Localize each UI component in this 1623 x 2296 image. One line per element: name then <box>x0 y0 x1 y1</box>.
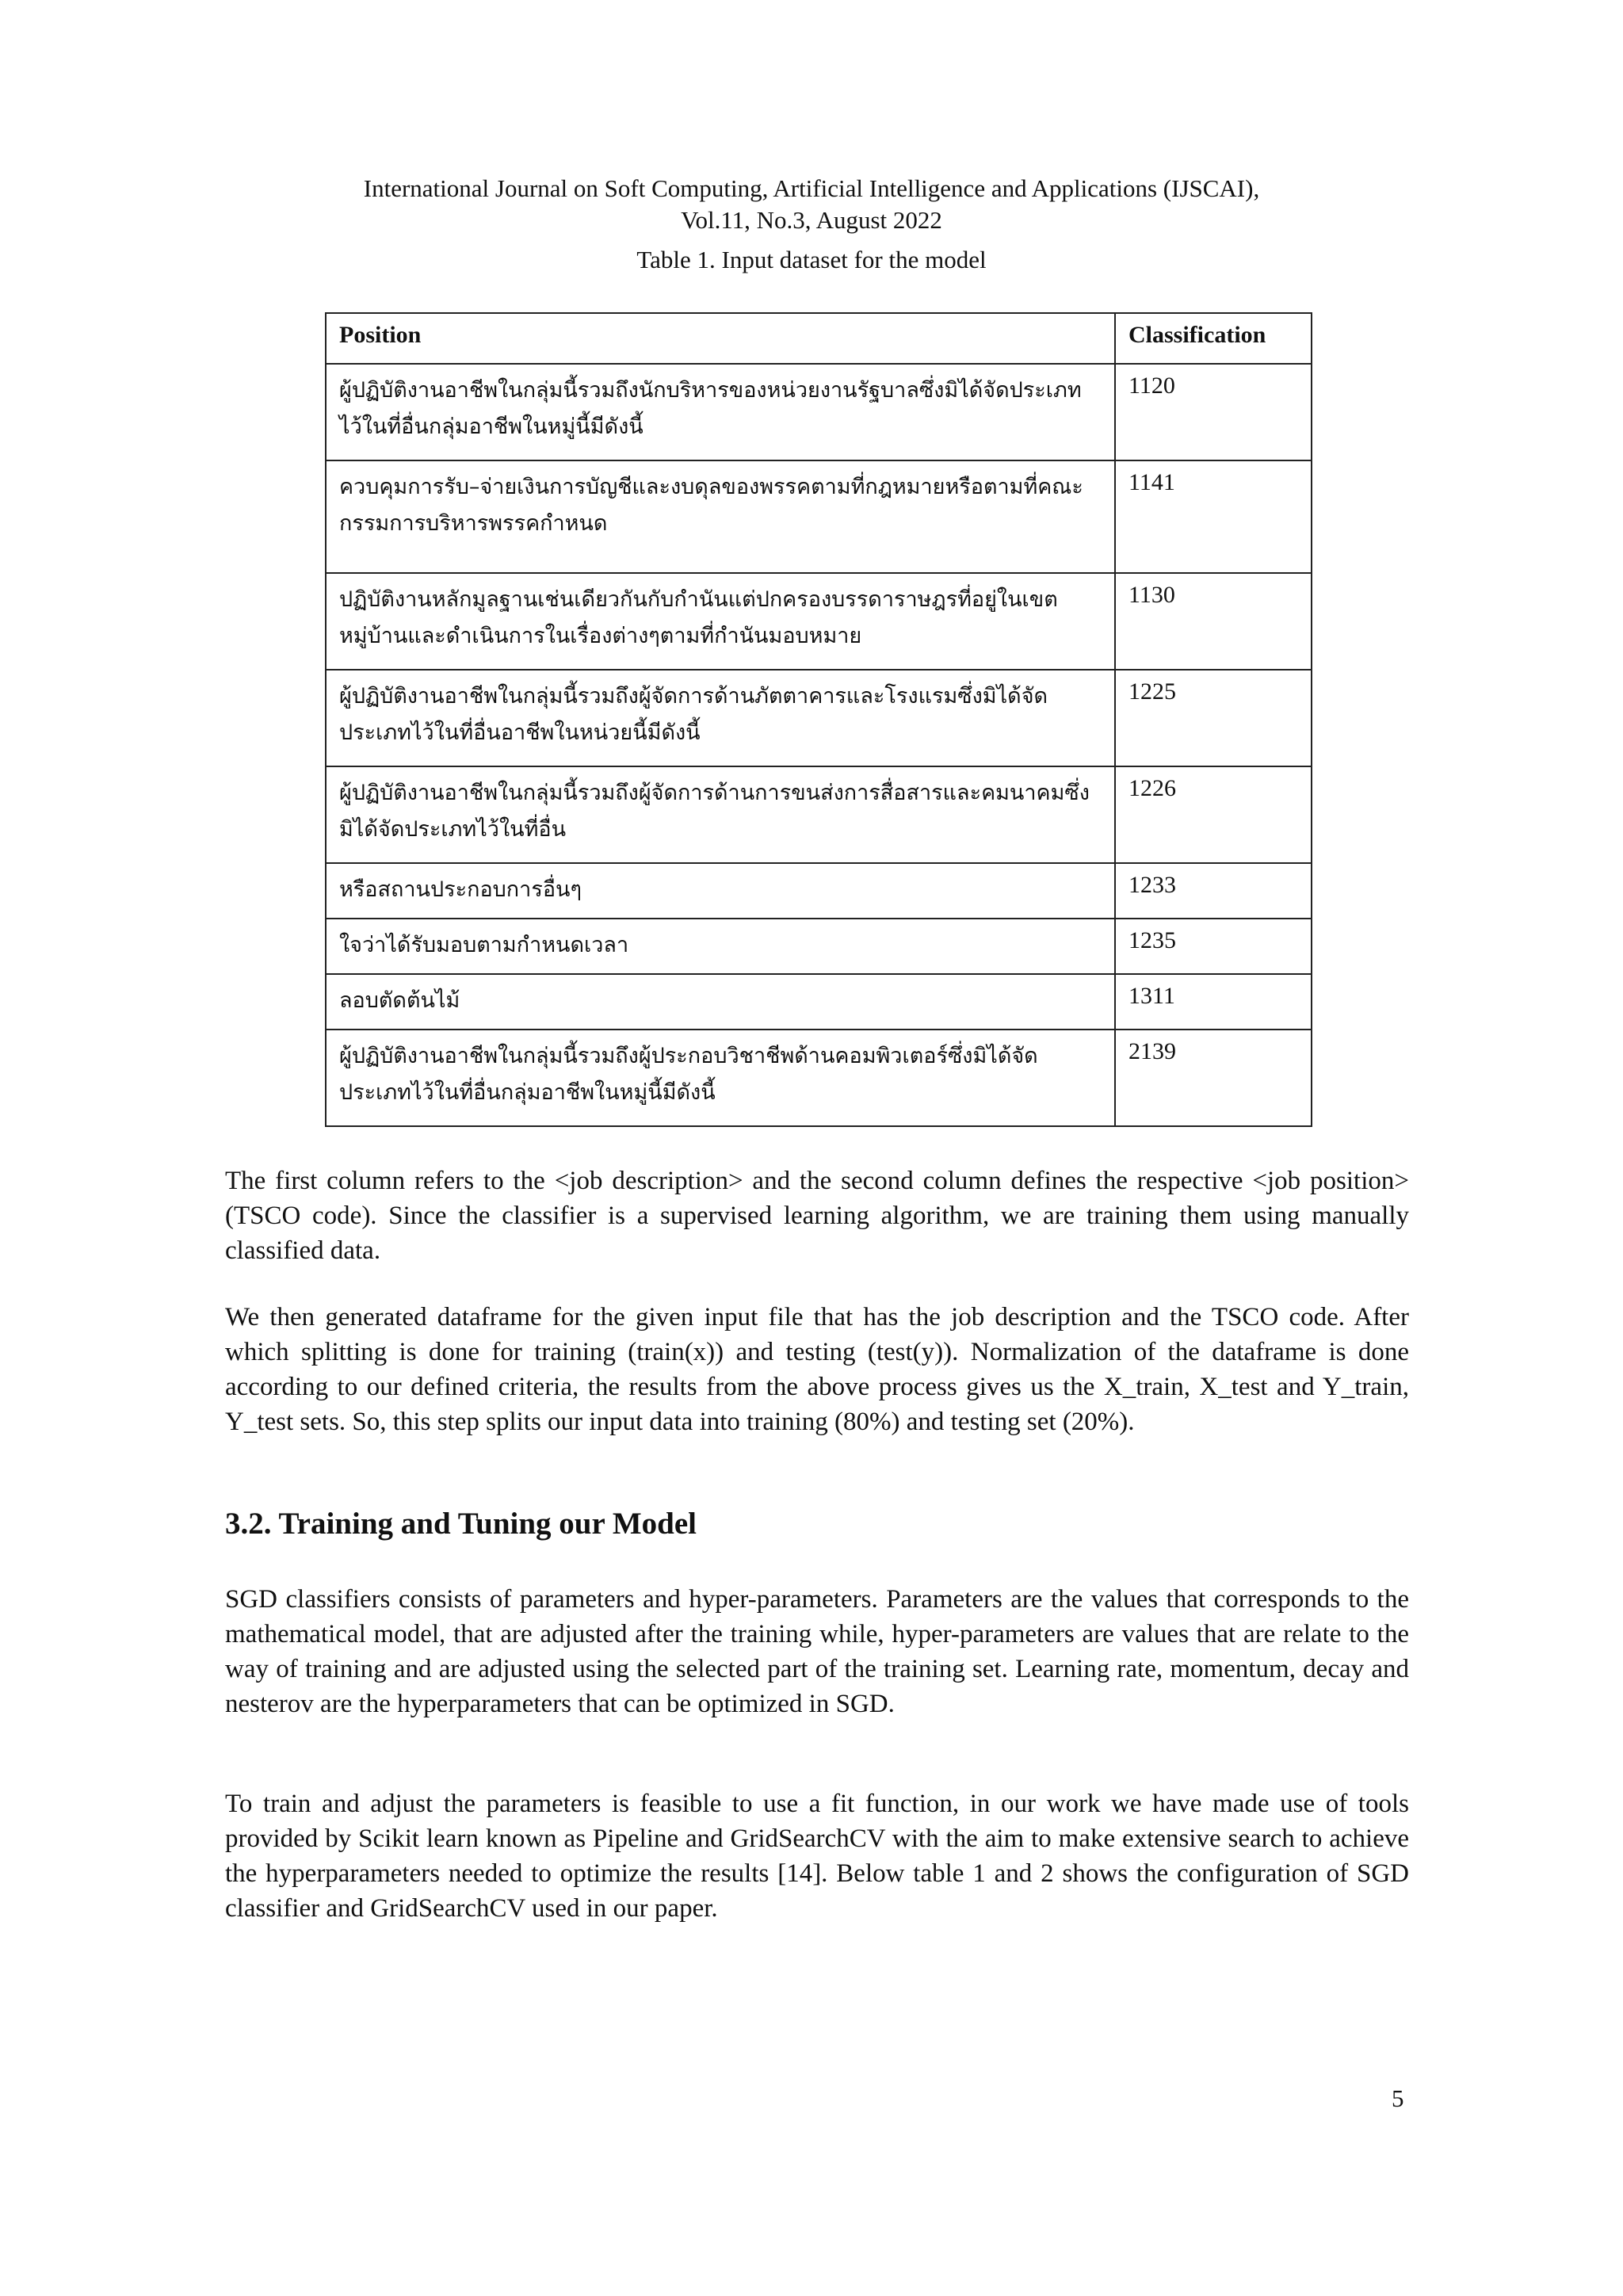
table-row <box>326 863 1312 919</box>
table-row <box>326 1030 1312 1126</box>
position-cell: ผู้ปฏิบัติงานอาชีพในกลุ่มนี้รวมถึงผู้จัดการด้านภัตตาคารและโรงแรมซึ่งมิได้จัดประเภทไว้ในที่อื่นอาชีพในหน่วยนี้มีดังนี้ <box>326 670 1115 766</box>
input-dataset-table <box>325 312 1312 1127</box>
section-title: 3.2. Training and Tuning our Model <box>225 1507 697 1541</box>
table-row <box>326 766 1312 863</box>
classification-cell: 1130 <box>1115 573 1312 670</box>
position-cell: ควบคุมการรับ–จ่ายเงินการบัญชีและงบดุลของพรรคตามที่กฎหมายหรือตามที่คณะกรรมการบริหารพรรคกำหนด <box>326 460 1115 573</box>
table-row <box>326 573 1312 670</box>
table-row <box>326 919 1312 974</box>
table-row <box>326 670 1312 766</box>
classification-cell: 1235 <box>1115 919 1312 974</box>
classification-cell: 1120 <box>1115 364 1312 460</box>
classification-cell: 1226 <box>1115 766 1312 863</box>
position-cell: ผู้ปฏิบัติงานอาชีพในกลุ่มนี้รวมถึงผู้จัดการด้านการขนส่งการสื่อสารและคมนาคมซึ่งมิได้จัดประเภทไว้ในที่อื่น <box>326 766 1115 863</box>
paragraph-sgd-parameters: SGD classifiers consists of parameters and hyper-parameters. Parameters are the values that corresponds to the mathematical model, that are adjusted after the training while, hyper-parameters are values that are relate to the way of training and are adjusted using the selected part of the training set. Learning rate, momentum, decay and nesterov are the hyperparameters that can be optimized in SGD. <box>225 1585 1409 1718</box>
position-cell: หรือสถานประกอบการอื่นๆ <box>326 863 1115 919</box>
table-row <box>326 974 1312 1030</box>
classification-cell: 1141 <box>1115 460 1312 573</box>
paragraph-job-description: The first column refers to the <job description> and the second column defines the respective <job position> (TSCO code). Since the classifier is a supervised learning algorithm, we are training them using manually classified data. <box>225 1167 1409 1265</box>
position-cell: ลอบตัดต้นไม้ <box>326 974 1115 1030</box>
table-caption: Table 1. Input dataset for the model <box>636 246 987 273</box>
journal-header-line2: Vol.11, No.3, August 2022 <box>681 206 942 234</box>
journal-header-line1: International Journal on Soft Computing, Artificial Intelligence and Applications (IJSCAI), <box>363 174 1260 202</box>
table-row <box>326 364 1312 460</box>
position-cell: ผู้ปฏิบัติงานอาชีพในกลุ่มนี้รวมถึงผู้ประกอบวิชาชีพด้านคอมพิวเตอร์ซึ่งมิได้จัดประเภทไว้ในที่อื่นกลุ่มอาชีพในหมู่นี้มีดังนี้ <box>326 1030 1115 1126</box>
column-header-classification: Classification <box>1115 313 1312 364</box>
paragraph-gridsearch: To train and adjust the parameters is feasible to use a fit function, in our work we have made use of tools provided by Scikit learn known as Pipeline and GridSearchCV with the aim to make extensive search to achieve the hyperparameters needed to optimize the results [14]. Below table 1 and 2 shows the configuration of SGD classifier and GridSearchCV used in our paper. <box>225 1790 1409 1923</box>
classification-cell: 1225 <box>1115 670 1312 766</box>
page-number: 5 <box>1392 2084 1404 2112</box>
classification-cell: 1311 <box>1115 974 1312 1030</box>
journal-header <box>0 173 1623 236</box>
table-header-row <box>326 313 1312 364</box>
column-header-position: Position <box>326 313 1115 364</box>
classification-cell: 1233 <box>1115 863 1312 919</box>
position-cell: ใจว่าได้รับมอบตามกำหนดเวลา <box>326 919 1115 974</box>
position-cell: ปฏิบัติงานหลักมูลฐานเช่นเดียวกันกับกำนันแต่ปกครองบรรดาราษฎรที่อยู่ในเขตหมู่บ้านและดำเนินการในเรื่องต่างๆตามที่กำนันมอบหมาย <box>326 573 1115 670</box>
position-cell: ผู้ปฏิบัติงานอาชีพในกลุ่มนี้รวมถึงนักบริหารของหน่วยงานรัฐบาลซึ่งมิได้จัดประเภทไว้ในที่อื่นกลุ่มอาชีพในหมู่นี้มีดังนี้ <box>326 364 1115 460</box>
paragraph-dataframe: We then generated dataframe for the given input file that has the job description and the TSCO code. After which splitting is done for training (train(x)) and testing (test(y)). Normalization of the dataframe is done according to our defined criteria, the results from the above process gives us the X_train, X_test and Y_train, Y_test sets. So, this step splits our input data into training (80%) and testing set (20%). <box>225 1303 1409 1436</box>
table-row <box>326 460 1312 573</box>
classification-cell: 2139 <box>1115 1030 1312 1126</box>
